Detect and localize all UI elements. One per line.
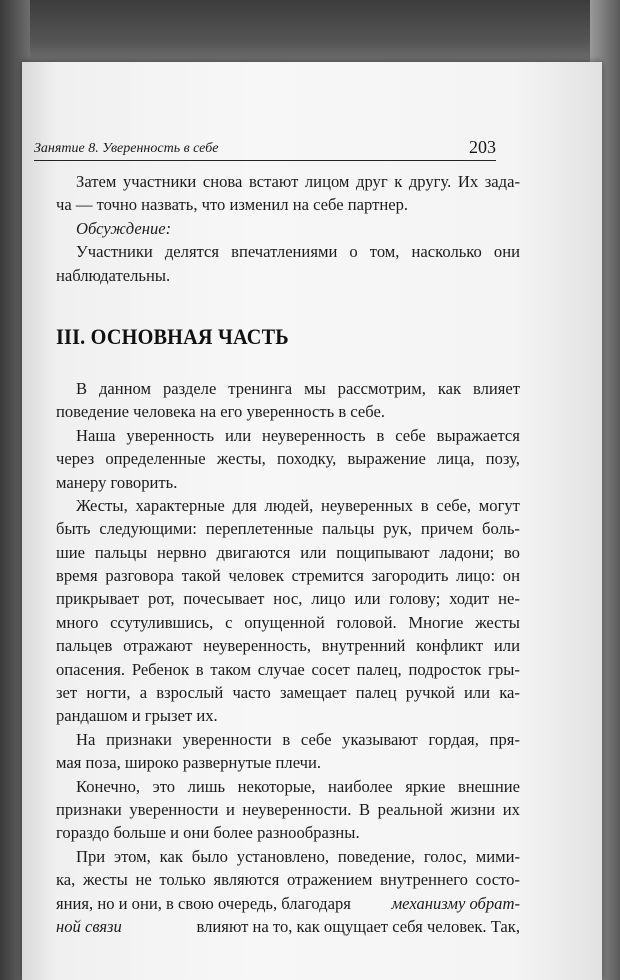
text-line: Наша уверенность или неуверенность в себе выражается (76, 425, 520, 445)
text-line: При этом, как было установлено, поведение, голос, мими- (76, 846, 520, 866)
text-line: время разговора такой человек стремится загородить лицо: он (56, 566, 520, 586)
text-line: наблюдательны. (56, 265, 171, 285)
text-line: через определенные жесты, походку, выражение лица, позу, (56, 449, 520, 469)
text-line: Жесты, характерные для людей, неуверенных в себе, могут (76, 495, 520, 515)
text-line: пальцев отражают неуверенность, внутренний конфликт или (56, 636, 520, 656)
text-line: В данном разделе тренинга мы рассмотрим, как влияет (76, 378, 520, 398)
text-line: признаки уверенности и неуверенности. В реальной жизни их (56, 799, 520, 819)
running-header (34, 134, 496, 161)
emphasis-term: механизму обрат- (391, 893, 520, 913)
text-line-mixed (56, 892, 520, 915)
text-line: быть следующими: переплетенные пальцы рук, причем боль- (56, 519, 520, 539)
text-line: ча — точно назвать, что изменил на себе партнер. (56, 195, 409, 215)
text-line: шие пальцы нервно двигаются или пощипывают ладони; во (56, 542, 520, 562)
text-line: ка, жесты не только являются отражением внутреннего состо- (56, 870, 520, 890)
text-line: манеру говорить. (56, 472, 178, 492)
text-line: мая поза, широко развернутые плечи. (56, 753, 322, 773)
text-line: Затем участники снова встают лицом друг к другу. Их зада- (76, 172, 520, 191)
text-fragment: яния, но и они, в свою очередь, благодаря (56, 893, 351, 913)
text-line: опасения. Ребенок в таком случае сосет палец, подросток гры- (56, 659, 520, 679)
text-line: Участники делятся впечатлениями о том, насколько они (76, 242, 520, 262)
page-body (56, 170, 520, 938)
text-line: поведение человека на его уверенность в себе. (56, 402, 385, 422)
page-number: 203 (469, 137, 496, 157)
chapter-title: Занятие 8. Уверенность в себе (34, 141, 219, 156)
text-line: На признаки уверенности в себе указывают гордая, пря- (76, 729, 520, 749)
text-line: гораздо больше и они более разнообразны. (56, 823, 360, 843)
text-line: много ссутулившись, с опущенной головой. Многие жесты (56, 612, 520, 632)
book-page (22, 62, 602, 980)
emphasis-term: ной связи (56, 916, 122, 936)
text-line-mixed (56, 915, 520, 938)
text-line: Конечно, это лишь некоторые, наиболее яркие внешние (76, 776, 520, 796)
text-line: зет ногти, а взрослый часто замещает палец ручкой или ка- (56, 683, 520, 703)
text-line: рандашом и грызет их. (56, 706, 218, 726)
text-line: прикрывает рот, почесывает нос, лицо или голову; ходит не- (56, 589, 520, 609)
discussion-label: Обсуждение: (76, 218, 172, 238)
scan-border-top (0, 0, 620, 70)
section-heading: III. ОСНОВНАЯ ЧАСТЬ (56, 323, 289, 349)
text-fragment: влияют на то, как ощущает себя человек. Так, (196, 916, 520, 936)
